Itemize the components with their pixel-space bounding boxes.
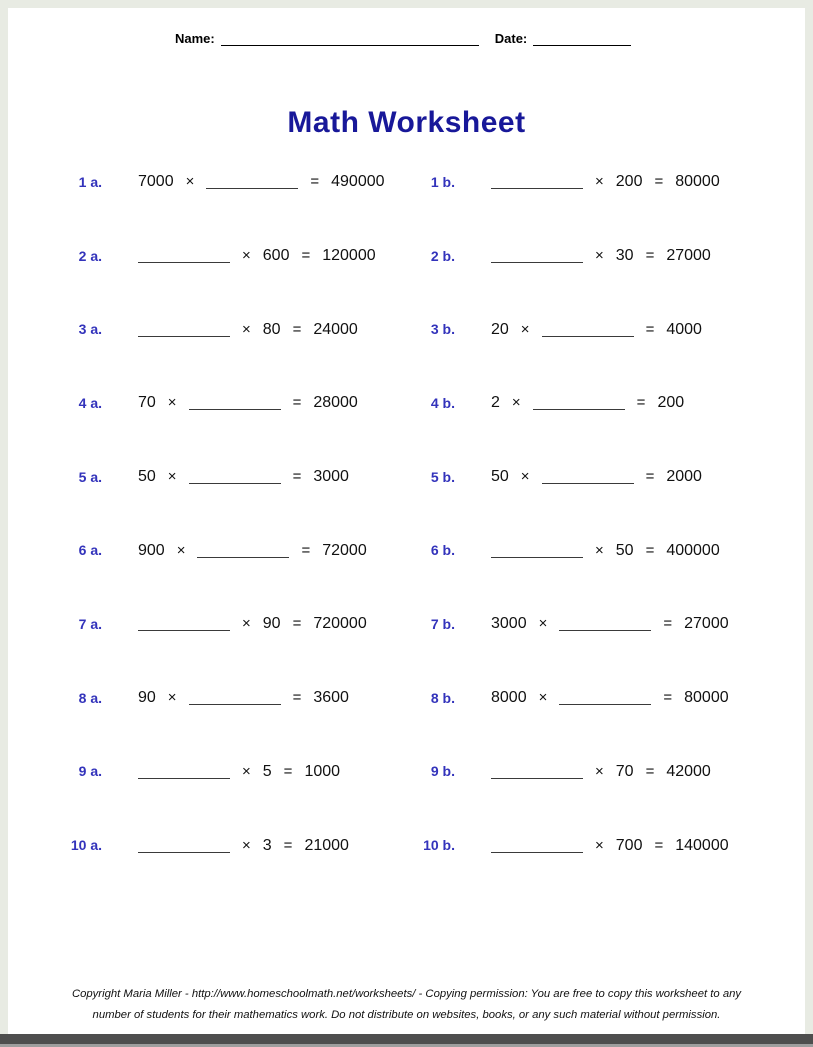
answer-blank — [533, 396, 625, 410]
product: 2000 — [666, 468, 702, 486]
product: 80000 — [675, 173, 720, 191]
times-sign: × — [595, 247, 604, 265]
times-sign: × — [176, 541, 186, 559]
product: 27000 — [666, 247, 711, 265]
date-label: Date: — [494, 31, 528, 46]
problem-9-a — [60, 735, 413, 809]
times-sign: × — [167, 468, 177, 486]
equals-sign: = — [292, 689, 302, 707]
answer-blank — [197, 544, 289, 558]
factor: 80 — [262, 320, 281, 338]
problem-label: 2 a. — [78, 247, 102, 264]
copyright-footer — [8, 984, 805, 1026]
problem-label: 1 b. — [430, 173, 455, 190]
factor: 30 — [615, 247, 634, 265]
problem-3-b — [413, 292, 789, 366]
answer-blank — [491, 765, 583, 779]
problem-2-b — [413, 219, 789, 293]
answer-blank — [491, 544, 583, 558]
equals-sign: = — [645, 762, 655, 780]
factor: 90 — [262, 615, 281, 633]
product: 3600 — [313, 689, 349, 707]
problem-9-b — [413, 735, 789, 809]
equation — [138, 614, 367, 633]
problem-8-a — [60, 661, 413, 735]
equation — [491, 688, 729, 707]
equation — [491, 246, 711, 265]
times-sign: × — [242, 762, 251, 780]
equals-sign: = — [654, 173, 664, 191]
name-date-row — [175, 30, 631, 46]
factor: 7000 — [138, 173, 174, 191]
problem-label: 6 b. — [430, 542, 455, 559]
answer-blank — [491, 839, 583, 853]
product: 21000 — [304, 836, 349, 854]
copyright-line-1: Copyright Maria Miller - http://www.homeschoolmath.net/worksheets/ - Copying permission: You are free to copy this worksheet to any — [71, 988, 742, 1000]
page-title: Math Worksheet — [287, 106, 526, 139]
product: 120000 — [322, 247, 376, 265]
problem-label: 6 a. — [78, 542, 102, 559]
date-blank-line — [533, 33, 631, 46]
problem-label: 7 a. — [78, 615, 102, 632]
equation — [138, 688, 349, 707]
problem-label: 2 b. — [430, 247, 455, 264]
problem-5-a — [60, 440, 413, 514]
equals-sign: = — [645, 247, 655, 265]
worksheet-page — [8, 8, 805, 1034]
problem-label: 9 a. — [78, 763, 102, 780]
product: 400000 — [666, 541, 720, 559]
problems-grid — [60, 145, 789, 882]
times-sign: × — [511, 394, 521, 412]
times-sign: × — [595, 541, 604, 559]
equation — [491, 541, 720, 560]
factor: 20 — [491, 320, 509, 338]
product: 80000 — [684, 689, 729, 707]
problem-label: 5 a. — [78, 468, 102, 485]
times-sign: × — [242, 615, 251, 633]
problem-10-b — [413, 808, 789, 882]
equals-sign: = — [663, 689, 673, 707]
answer-blank — [138, 617, 230, 631]
problem-8-b — [413, 661, 789, 735]
times-sign: × — [538, 689, 548, 707]
answer-blank — [542, 323, 634, 337]
equals-sign: = — [663, 615, 673, 633]
times-sign: × — [185, 173, 195, 191]
problem-label: 7 b. — [430, 615, 455, 632]
equals-sign: = — [292, 320, 302, 338]
copyright-line-2: number of students for their mathematics work. Do not distribute on websites, books, or any such material without permission. — [92, 1009, 721, 1021]
problem-4-b — [413, 366, 789, 440]
equation — [491, 393, 684, 412]
answer-blank — [138, 765, 230, 779]
equals-sign: = — [310, 173, 320, 191]
answer-blank — [138, 839, 230, 853]
image-bottom-strip — [0, 1034, 813, 1044]
factor: 70 — [615, 762, 634, 780]
product: 3000 — [313, 468, 349, 486]
product: 4000 — [666, 320, 702, 338]
factor: 70 — [138, 394, 156, 412]
equation — [138, 467, 349, 486]
problem-4-a — [60, 366, 413, 440]
factor: 900 — [138, 541, 165, 559]
factor: 700 — [615, 836, 643, 854]
equation — [138, 172, 385, 191]
factor: 5 — [262, 762, 272, 780]
times-sign: × — [242, 320, 251, 338]
answer-blank — [491, 249, 583, 263]
times-sign: × — [538, 615, 548, 633]
problem-2-a — [60, 219, 413, 293]
equals-sign: = — [645, 541, 655, 559]
problem-label: 4 a. — [78, 394, 102, 411]
answer-blank — [491, 175, 583, 189]
equation — [491, 614, 729, 633]
problem-6-a — [60, 513, 413, 587]
problem-10-a — [60, 808, 413, 882]
problem-label: 5 b. — [430, 468, 455, 485]
answer-blank — [559, 691, 651, 705]
problem-7-a — [60, 587, 413, 661]
factor: 3 — [262, 836, 272, 854]
answer-blank — [559, 617, 651, 631]
problem-label: 9 b. — [430, 763, 455, 780]
equals-sign: = — [283, 762, 293, 780]
problem-6-b — [413, 513, 789, 587]
name-blank-line — [221, 33, 479, 46]
answer-blank — [189, 470, 281, 484]
factor: 50 — [491, 468, 509, 486]
product: 720000 — [313, 615, 367, 633]
equation — [491, 172, 720, 191]
problem-3-a — [60, 292, 413, 366]
times-sign: × — [520, 320, 530, 338]
equation — [138, 320, 358, 339]
equals-sign: = — [645, 320, 655, 338]
times-sign: × — [167, 394, 177, 412]
equation — [491, 836, 729, 855]
problem-label: 4 b. — [430, 394, 455, 411]
answer-blank — [138, 249, 230, 263]
equals-sign: = — [654, 836, 664, 854]
equals-sign: = — [636, 394, 646, 412]
problem-5-b — [413, 440, 789, 514]
equation — [138, 836, 349, 855]
problem-label: 8 a. — [78, 689, 102, 706]
equation — [491, 320, 702, 339]
answer-blank — [206, 175, 298, 189]
factor: 600 — [262, 247, 290, 265]
times-sign: × — [595, 173, 604, 191]
factor: 3000 — [491, 615, 527, 633]
product: 140000 — [675, 836, 729, 854]
equals-sign: = — [645, 468, 655, 486]
product: 42000 — [666, 762, 711, 780]
times-sign: × — [242, 247, 251, 265]
equation — [138, 246, 376, 265]
product: 72000 — [322, 541, 367, 559]
problem-label: 1 a. — [78, 173, 102, 190]
product: 490000 — [331, 173, 385, 191]
problem-7-b — [413, 587, 789, 661]
equals-sign: = — [301, 247, 311, 265]
answer-blank — [189, 691, 281, 705]
answer-blank — [138, 323, 230, 337]
equals-sign: = — [283, 836, 293, 854]
problem-label: 3 a. — [78, 321, 102, 338]
factor: 50 — [615, 541, 634, 559]
times-sign: × — [167, 689, 177, 707]
product: 200 — [657, 394, 685, 412]
equation — [138, 393, 358, 412]
equation — [138, 762, 340, 781]
factor: 8000 — [491, 689, 527, 707]
product: 1000 — [304, 762, 341, 780]
equation — [138, 541, 367, 560]
times-sign: × — [595, 836, 604, 854]
factor: 2 — [491, 394, 500, 412]
factor: 90 — [138, 689, 156, 707]
problem-label: 10 a. — [70, 837, 102, 854]
equals-sign: = — [301, 541, 311, 559]
product: 27000 — [684, 615, 729, 633]
problem-label: 8 b. — [430, 689, 455, 706]
problem-1-a — [60, 145, 413, 219]
equals-sign: = — [292, 615, 302, 633]
equation — [491, 467, 702, 486]
times-sign: × — [242, 836, 251, 854]
factor: 200 — [615, 173, 643, 191]
product: 28000 — [313, 394, 358, 412]
factor: 50 — [138, 468, 156, 486]
problem-1-b — [413, 145, 789, 219]
product: 24000 — [313, 320, 358, 338]
name-label: Name: — [175, 31, 215, 46]
problem-label: 10 b. — [423, 837, 455, 854]
answer-blank — [189, 396, 281, 410]
equation — [491, 762, 711, 781]
equals-sign: = — [292, 394, 302, 412]
times-sign: × — [520, 468, 530, 486]
equals-sign: = — [292, 468, 302, 486]
problem-label: 3 b. — [430, 321, 455, 338]
times-sign: × — [595, 762, 604, 780]
answer-blank — [542, 470, 634, 484]
